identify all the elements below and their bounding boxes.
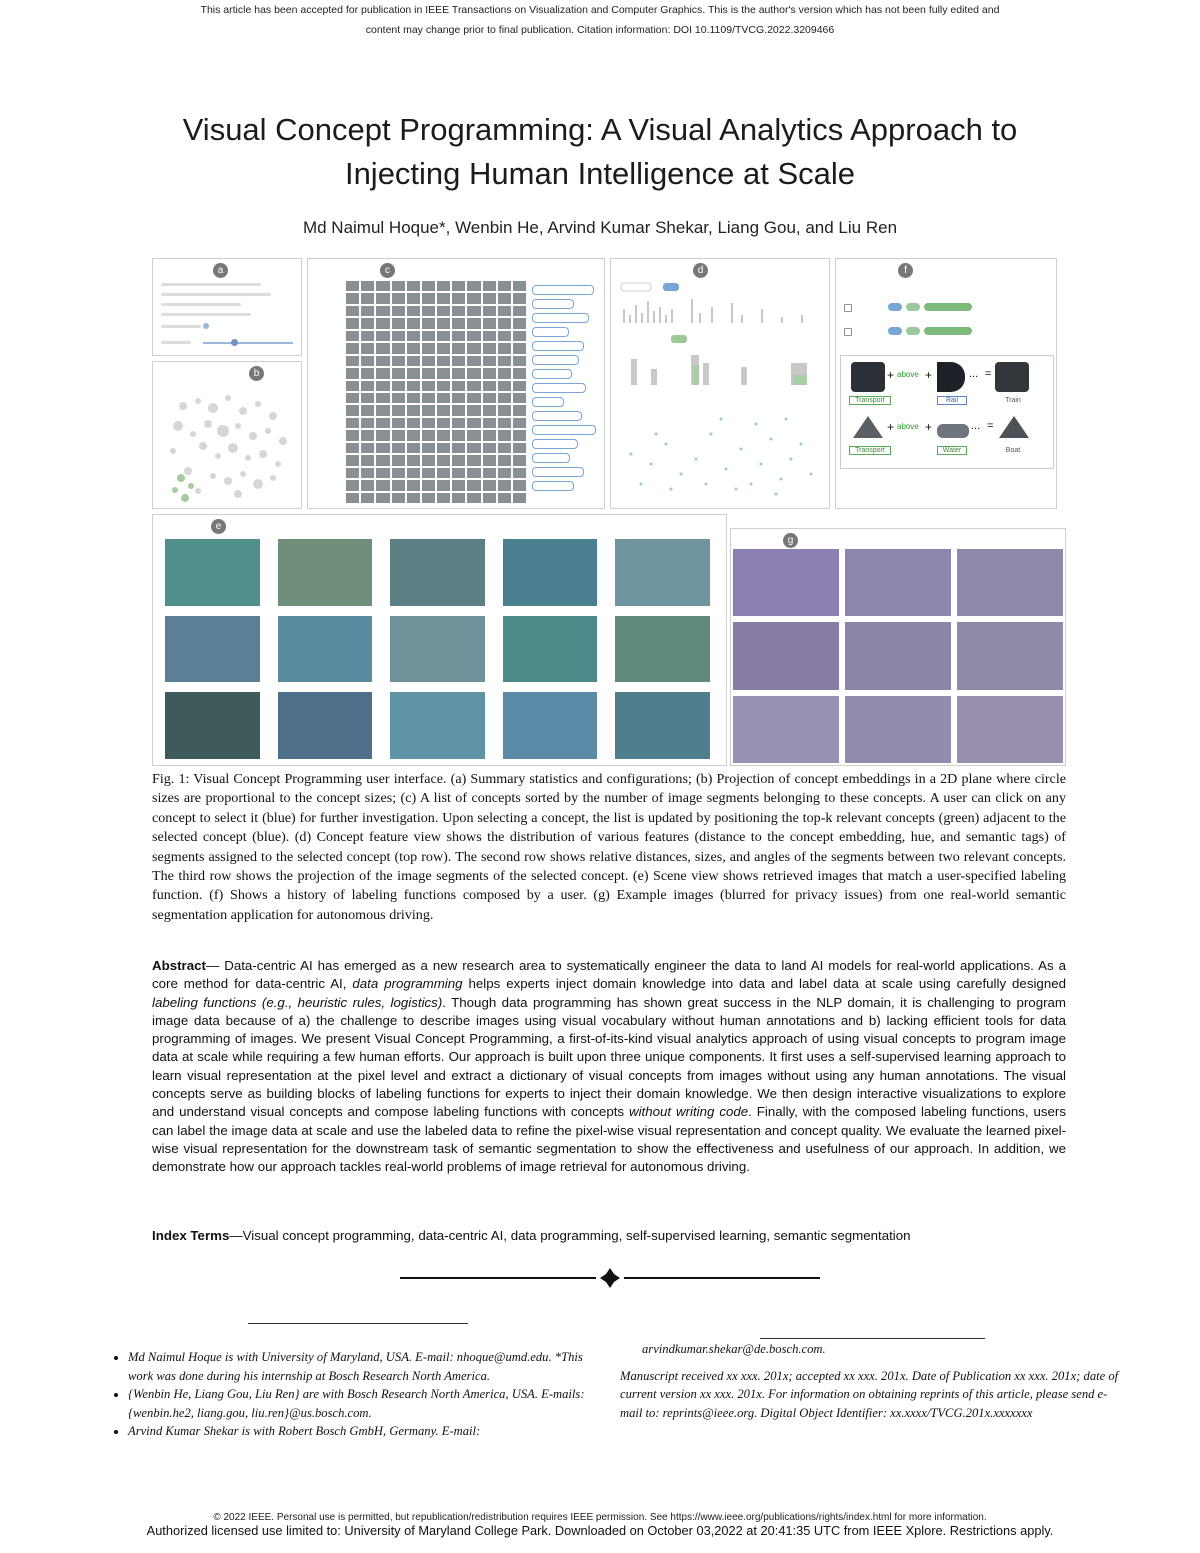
panel-a-badge: a xyxy=(213,263,228,278)
index-terms-label: Index Terms xyxy=(152,1228,230,1243)
plus-operator: + xyxy=(925,368,933,382)
copyright-notice: © 2022 IEEE. Personal use is permitted, but republication/redistribution requires IEEE permission. See https://www.ieee.org/publications/rights/index.html for more information. xyxy=(213,1512,987,1523)
panel-c-concept-list xyxy=(307,258,605,509)
footnote-item: • Arvind Kumar Shekar is with Robert Bosch GmbH, Germany. E-mail: xyxy=(128,1422,600,1441)
footnote-email: arvindkumar.shekar@de.bosch.com. xyxy=(642,1342,826,1356)
paper-title xyxy=(80,108,1120,196)
slider-handle[interactable] xyxy=(231,339,238,346)
paper-title-line-2: Injecting Human Intelligence at Scale xyxy=(344,156,856,191)
abstract-italic-3: without writing code xyxy=(628,1104,749,1120)
boat-result-image xyxy=(999,416,1029,438)
above-operator: above xyxy=(897,370,919,379)
figure-1 xyxy=(152,258,1066,766)
publication-note-line-1: This article has been accepted for publication in IEEE Transactions on Visualization and Computer Graphics. This is the author's version which has not been fully edited and xyxy=(200,4,1000,16)
rail-segment-image xyxy=(937,362,965,392)
abstract-label: Abstract xyxy=(152,958,206,973)
train-segment-image xyxy=(851,362,885,392)
plus-operator: + xyxy=(887,368,895,382)
tag-transport[interactable]: Transport xyxy=(849,446,891,455)
tag-transport[interactable]: Transport xyxy=(849,396,891,405)
panel-d-badge: d xyxy=(693,263,708,278)
index-terms xyxy=(152,1227,1066,1245)
labeling-function-box xyxy=(840,355,1054,469)
section-divider xyxy=(400,1268,820,1288)
plus-operator: + xyxy=(925,420,933,434)
abstract-italic-2: labeling functions (e.g., heuristic rules, logistics) xyxy=(152,994,443,1010)
panel-c-badge: c xyxy=(380,263,395,278)
history-row-1[interactable] xyxy=(844,303,1044,313)
toggle-dot[interactable] xyxy=(203,323,209,329)
water-segment-image xyxy=(937,424,969,438)
author-footnotes xyxy=(110,1348,600,1441)
equals-operator: = xyxy=(985,368,992,380)
panel-e-scene-view xyxy=(152,514,727,766)
tag-water[interactable]: Water xyxy=(937,446,967,455)
above-operator: above xyxy=(897,422,919,431)
paper-title-line-1: Visual Concept Programming: A Visual Analytics Approach to xyxy=(182,112,1018,147)
concept-thumbnail-grid[interactable] xyxy=(346,281,526,503)
author-list: Md Naimul Hoque*, Wenbin He, Arvind Kumar Shekar, Liang Gou, and Liu Ren xyxy=(302,218,898,237)
scene-image-grid[interactable] xyxy=(165,539,710,759)
ellipsis-operator: ... xyxy=(969,368,979,380)
panel-b-badge: b xyxy=(249,366,264,381)
tag-train: Train xyxy=(1005,397,1021,404)
feature-histograms xyxy=(611,279,829,399)
footnote-item: • {Wenbin He, Liang Gou, Liu Ren} are with Bosch Research North America, USA. E-mails: {wenbin.he2, liang.gou, liu.ren}@us.bosch.com. xyxy=(128,1385,600,1422)
panel-d-concept-features xyxy=(610,258,830,509)
abstract-italic-1: data programming xyxy=(352,976,463,992)
abstract xyxy=(152,957,1066,1177)
panel-f-badge: f xyxy=(898,263,913,278)
abstract-text-3: . Though data programming has shown great success in the NLP domain, it is challenging to program image data because of a) the challenge to describe images using visual vocabulary without human annotations and b) lacking efficient tools for data programming of images. We present Visual Concept Programming, a first-of-its-kind visual analytics approach of using visual concepts to program image data at scale while requiring a few human efforts. Our approach is built upon three unique components. It first uses a self-supervised learning approach to learn visual representation at the pixel level and extract a dictionary of visual concepts from images without using any human annotations. The visual concepts serve as building blocks of labeling functions for experts to inject their domain knowledge. We then design interactive visualizations to explore and understand visual concepts and compose labeling functions with concepts xyxy=(152,994,1066,1120)
caption-text: Visual Concept Programming user interface. (a) Summary statistics and configurations; (b) Projection of concept embeddings in a 2D plane where circle sizes are proportional to the concept sizes; (c) A list of concepts sorted by the number of image segments belonging to these concepts. A user can click on any concept to select it (blue) for further investigation. Upon selecting a concept, the list is updated by positioning the top-k relevant concepts (green) adjacent to the selected concept (blue). (d) Concept feature view shows the distribution of various features (distance to the concept embedding, hue, and semantic tags) of segments assigned to the selected concept (top row). The second row shows relative distances, sizes, and angles of the segments between two relevant concepts. The third row shows the projection of the image segments of the selected concept. (e) Scene view shows retrieved images that match a user-specified labeling function. (f) Shows a history of labeling functions composed by a user. (g) Example images (blurred for privacy issues) from one real-world semantic segmentation application for autonomous driving. xyxy=(152,771,1066,923)
footnote-rule-right xyxy=(760,1338,985,1339)
tag-rail[interactable]: Rail xyxy=(937,396,967,405)
panel-a-summary xyxy=(152,258,302,356)
plus-operator: + xyxy=(887,420,895,434)
index-terms-text: —Visual concept programming, data-centric AI, data programming, self-supervised learning, semantic segmentation xyxy=(229,1228,911,1243)
panel-f-labeling-history xyxy=(835,258,1057,509)
manuscript-info: Manuscript received xx xxx. 201x; accepted xx xxx. 201x. Date of Publication xx xxx. 201x; date of current version xx xxx. 201x. For information on obtaining reprints of this article, please send e-mail to: reprints@ieee.org. Digital Object Identifier: xx.xxxx/TVCG.201x.xxxxxxx xyxy=(620,1368,1119,1420)
caption-label: Fig. 1: xyxy=(152,771,190,787)
slider-track[interactable] xyxy=(203,342,293,344)
equals-operator: = xyxy=(987,420,994,432)
driving-image-grid[interactable] xyxy=(733,549,1063,763)
abstract-text-4: . Finally, with the composed labeling functions, users can label the image data at scale and use the labeled data to refine the pixel-wise visual representation and concept quality. We evaluate the learned pixel-wise visual representation for the downstream task of semantic segmentation to show the effectiveness and usefulness of our approach. In addition, we demonstrate how our approach tackles real-world problems of image retrieval for autonomous driving. xyxy=(152,1104,1066,1175)
concept-tag-column[interactable] xyxy=(532,281,602,495)
train-result-image xyxy=(995,362,1029,392)
history-row-2[interactable] xyxy=(844,327,1044,337)
publication-note xyxy=(0,0,1200,40)
segment-projection[interactable] xyxy=(611,404,829,504)
publication-note-line-2: content may change prior to final publication. Citation information: DOI 10.1109/TVCG.2022.3209466 xyxy=(365,24,835,36)
abstract-text-2: helps experts inject domain knowledge into data and label data at scale using carefully designed xyxy=(462,976,1067,992)
footnote-item: • Md Naimul Hoque is with University of Maryland, USA. E-mail: nhoque@umd.edu. *This work was done during his internship at Bosch Research North America. xyxy=(128,1348,600,1385)
download-notice: Authorized licensed use limited to: University of Maryland College Park. Downloaded on October 03,2022 at 20:41:35 UTC from IEEE Xplore. Restrictions apply. xyxy=(146,1523,1054,1538)
footnote-rule xyxy=(248,1323,468,1324)
panel-g-driving-examples xyxy=(730,528,1066,766)
boat-segment-image xyxy=(853,416,883,438)
concept-embedding-scatter[interactable] xyxy=(153,386,301,506)
panel-e-badge: e xyxy=(211,519,226,534)
panel-g-badge: g xyxy=(783,533,798,548)
abstract-text-1: — Data-centric AI has emerged as a new research area to systematically engineer the data to land AI models for real-world applications. As a core method for data-centric AI, xyxy=(152,958,1066,992)
manuscript-footnote xyxy=(620,1340,1120,1422)
tag-boat: Boat xyxy=(1005,447,1021,454)
figure-caption xyxy=(152,770,1066,925)
ellipsis-operator: ... xyxy=(971,420,981,432)
panel-b-projection xyxy=(152,361,302,509)
